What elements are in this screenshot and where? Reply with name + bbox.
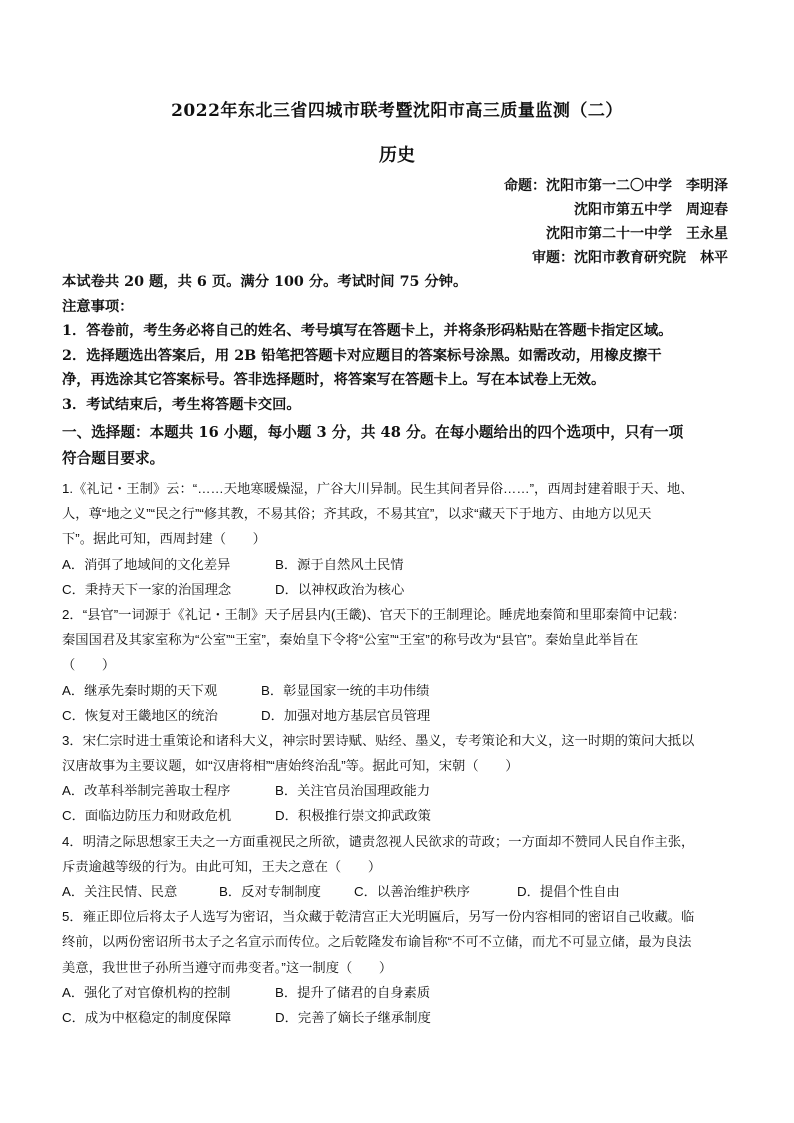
author-row — [504, 174, 728, 198]
instructions — [62, 270, 742, 417]
question-1 — [62, 476, 742, 602]
author-row — [504, 198, 728, 222]
option-d: D．提倡个性自由 — [517, 884, 620, 899]
author-row — [504, 246, 728, 270]
option-c: C．面临边防压力和财政危机 — [62, 808, 232, 824]
question-text: 3．宋仁宗时进士重策论和诸科大义，神宗时罢诗赋、贴经、墨义，专考策论和大义，这一时期的策问大抵以 — [62, 732, 695, 748]
option-c: C．成为中枢稳定的制度保障 — [62, 1009, 232, 1025]
question-text: 秦国国君及其家室称为“公室”“王室”，秦始皇下令将“公室”“王室”的称号改为“县官”。秦始皇此举旨在 — [62, 632, 639, 648]
author-prefix: 审题： — [532, 250, 574, 266]
author-name: 林平 — [700, 250, 728, 266]
exam-summary: 本试卷共 20 题，共 6 页。满分 100 分。考试时间 75 分钟。 — [62, 274, 468, 290]
author-row — [504, 222, 728, 246]
option-b: B．关注官员治国理政能力 — [275, 783, 431, 799]
option-b: B．彰显国家一统的丰功伟绩 — [261, 682, 430, 698]
option-b: B．提升了储君的自身素质 — [275, 984, 431, 1000]
author-org: 沈阳市第一二〇中学 — [546, 178, 672, 194]
notice-heading: 注意事项： — [62, 298, 134, 315]
section-heading-line: 符合题目要求。 — [62, 450, 165, 467]
option-row — [62, 678, 742, 703]
option-row — [62, 879, 742, 904]
option-row — [62, 980, 742, 1005]
question-3 — [62, 728, 742, 829]
option-c: C．恢复对王畿地区的统治 — [62, 707, 218, 723]
notice-item-continued: 净，再选涂其它答案标号。答非选择题时，将答案写在答题卡上。写在本试卷上无效。 — [62, 372, 606, 388]
option-row — [62, 803, 742, 828]
option-row — [62, 1005, 742, 1030]
author-name: 周迎春 — [686, 202, 728, 218]
question-text: 汉唐故事为主要议题，如“汉唐将相”“唐始终治乱”等。据此可知，宋朝（ ） — [62, 758, 519, 774]
option-row — [62, 577, 742, 602]
question-2 — [62, 602, 742, 728]
option-d: D．以神权政治为核心 — [275, 581, 405, 597]
exam-title: 2022年东北三省四城市联考暨沈阳市高三质量监测（二） — [171, 101, 623, 121]
question-list — [62, 476, 742, 1030]
option-b: B．反对专制制度 — [219, 884, 321, 899]
notice-item: 2．选择题选出答案后，用 2B 铅笔把答题卡对应题目的答案标号涂黑。如需改动，用橡皮擦干 — [62, 347, 662, 364]
author-org: 沈阳市第五中学 — [574, 202, 672, 218]
subject-title: 历史 — [379, 145, 415, 166]
question-text: 5．雍正即位后将太子人选写为密诏，当众藏于乾清宫正大光明匾后，另写一份内容相同的密诏自己收藏。临 — [62, 909, 695, 925]
question-text: 2．“县官”一词源于《礼记・王制》天子居县内(王畿)、官天下的王制理论。睡虎地秦简和里耶秦简中记载： — [62, 606, 686, 622]
option-a: A．强化了对官僚机构的控制 — [62, 984, 231, 1000]
option-a: A．消弭了地域间的文化差异 — [62, 556, 231, 572]
question-text: 美意，我世世子孙所当遵守而弗变者。”这一制度（ ） — [62, 959, 393, 975]
option-d: D．积极推行崇文抑武政策 — [275, 808, 431, 824]
author-prefix: 命题： — [504, 178, 546, 194]
author-name: 李明泽 — [686, 178, 728, 194]
option-row — [62, 552, 742, 577]
section-heading-line: 一、选择题：本题共 16 小题，每小题 3 分，共 48 分。在每小题给出的四个选项中，只有一项 — [62, 424, 684, 441]
option-c: C．秉持天下一家的治国理念 — [62, 581, 232, 597]
option-d: D．完善了嫡长子继承制度 — [275, 1009, 431, 1025]
author-org: 沈阳市教育研究院 — [574, 250, 686, 266]
author-name: 王永星 — [686, 226, 728, 242]
author-credits — [504, 174, 728, 270]
option-b: B．源于自然风土民情 — [275, 556, 404, 572]
question-5 — [62, 904, 742, 1030]
notice-item: 3．考试结束后，考生将答题卡交回。 — [62, 396, 301, 413]
question-text: 人，尊“地之义”“民之行”“修其教，不易其俗；齐其政，不易其宜”，以求“藏天下于地方、由地方以见天 — [62, 506, 652, 522]
option-row — [62, 703, 742, 728]
option-a: A．改革科举制完善取士程序 — [62, 783, 231, 799]
question-text: 终前，以两份密诏所书太子之名宣示而传位。之后乾隆发布谕旨称“不可不立储，而尤不可显立储，最为良法 — [62, 934, 692, 950]
notice-item: 1．答卷前，考生务必将自己的姓名、考号填写在答题卡上，并将条形码粘贴在答题卡指定区域。 — [62, 323, 673, 339]
option-d: D．加强对地方基层官员管理 — [261, 707, 431, 723]
section-heading — [62, 420, 742, 472]
question-text: 斥责逾越等级的行为。由此可知，王夫之意在（ ） — [62, 858, 382, 874]
option-a: A．关注民情、民意 — [62, 884, 178, 899]
question-4 — [62, 829, 742, 905]
question-text: 1.《礼记・王制》云：“……天地寒暖燥湿，广谷大川异制。民生其间者异俗……”，西周封建着眼于天、地、 — [62, 481, 694, 496]
option-c: C．以善治维护秩序 — [354, 884, 470, 899]
option-row — [62, 778, 742, 803]
question-text: （ ） — [62, 657, 116, 673]
question-text: 下”。据此可知，西周封建（ ） — [62, 531, 266, 547]
question-text: 4．明清之际思想家王夫之一方面重视民之所欲，谴责忽视人民欲求的苛政；一方面却不赞同人民自作主张， — [62, 833, 695, 849]
author-org: 沈阳市第二十一中学 — [546, 226, 672, 242]
option-a: A．继承先秦时期的天下观 — [62, 682, 218, 698]
